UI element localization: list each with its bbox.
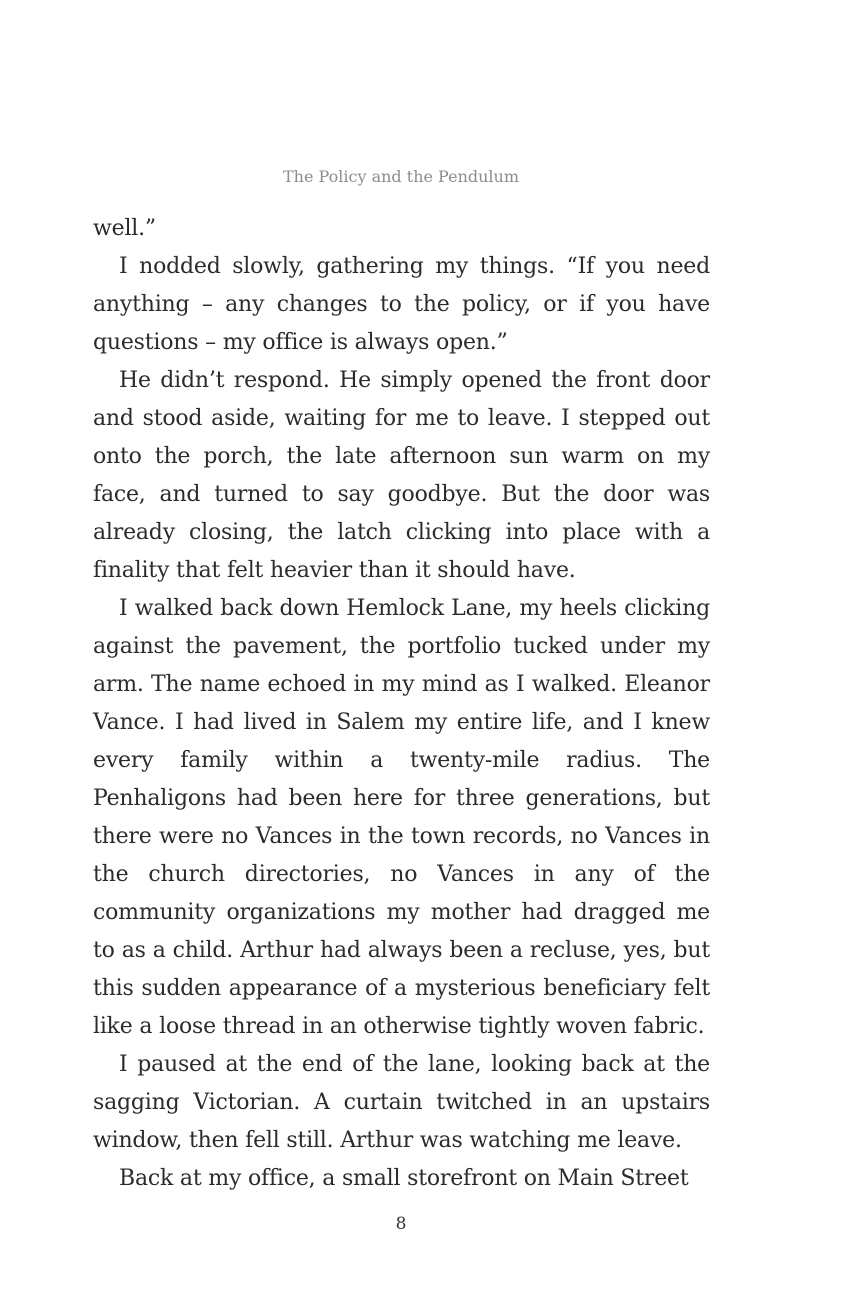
paragraph-continues: Back at my office, a small storefront on Main Street <box>119 1166 689 1191</box>
page-body-text <box>93 210 710 1198</box>
running-header: The Policy and the Pendulum <box>282 167 520 186</box>
paragraph: I nodded slowly, gathering my things. “If you need anything – any changes to the policy, or if you have questions – my office is always open.” <box>93 254 710 355</box>
paragraph: He didn’t respond. He simply opened the front door and stood aside, waiting for me to leave. I stepped out onto the porch, the late afternoon sun warm on my face, and turned to say goodbye. But the door was already closing, the latch clicking into place with a finality that felt heavier than it should have. <box>93 368 710 583</box>
paragraph: I walked back down Hemlock Lane, my heels clicking against the pavement, the portfolio tucked under my arm. The name echoed in my mind as I walked. Eleanor Vance. I had lived in Salem my entire life, and I knew every family within a twenty-mile radius. The Penhaligons had been here for three generations, but there were no Vances in the town records, no Vances in the church directories, no Vances in any of the community organizations my mother had dragged me to as a child. Arthur had always been a recluse, yes, but this sudden appearance of a mysterious beneficiary felt like a loose thread in an otherwise tightly woven fabric. <box>93 596 710 1039</box>
paragraph-continuation: well.” <box>93 216 156 241</box>
page-number: 8 <box>395 1214 407 1234</box>
paragraph: I paused at the end of the lane, looking back at the sagging Victorian. A curtain twitched in an upstairs window, then fell still. Arthur was watching me leave. <box>93 1052 710 1153</box>
